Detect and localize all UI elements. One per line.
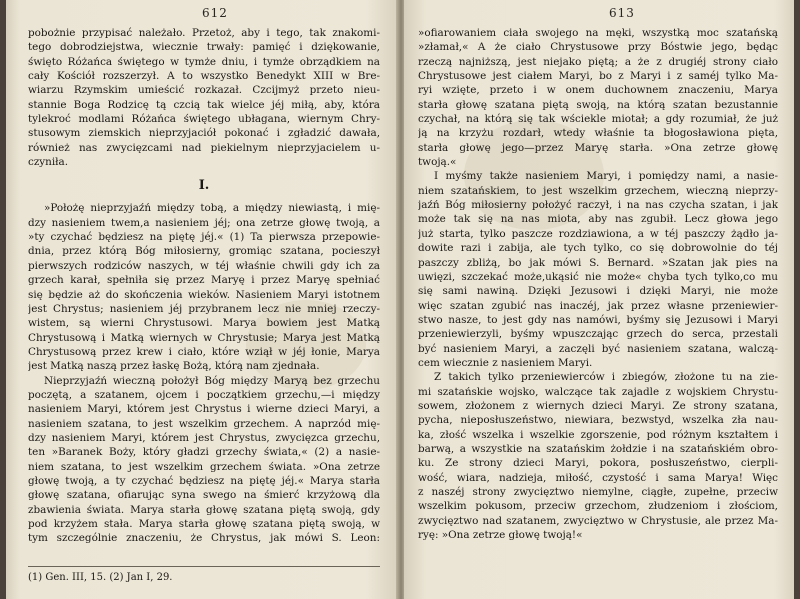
text-line: cem wiecznie z nasieniem Maryi.	[418, 356, 593, 369]
footnote-rule	[28, 566, 380, 567]
text-line: dzy nasieniem twem,a nasieniem jéj; ona zetrze głowę twoją, a	[28, 216, 380, 229]
text-line: więc szatan zgubić nas inaczéj, jak przez własne przeniewier-	[418, 299, 778, 312]
text-line: również nas zwycięzcami nad piekielnym nieprzyjacielem u-	[28, 141, 380, 154]
text-line: niem szatana, to jest wszelkim grzechem świata. »Ona zetrze	[28, 460, 380, 473]
page-number: 613	[609, 6, 635, 20]
text-line: zwycięztwo nad szatanem, zwycięztwo w Chrystusie, ale przez Ma-	[418, 514, 778, 527]
left-page	[6, 0, 398, 599]
text-line: grzech karał, spełniła się przez Maryę i przez Maryę spełniać	[28, 274, 380, 287]
text-line: wszelkim pokusom, przeciw grzechom, złudzeniom i złościom,	[418, 500, 778, 513]
text-line: nasieniem szatana, to jest wszelkim grzechem. A naprzód mię-	[28, 417, 380, 430]
text-line: wość, wiara, nadzieja, miłość, czystość i sama Marya! Więc	[418, 471, 778, 484]
text-line: rzeczą najniższą, jest niejako piętą; a że z drugiéj strony ciało	[418, 55, 778, 68]
text-line: »złamał,« A że ciało Chrystusowe przy Bóstwie jego, będąc	[418, 41, 778, 54]
text-line: pierwszych rodziców naszych, w téj właśnie chwili gdy ich za	[28, 259, 380, 272]
text-line: twoją.«	[418, 156, 457, 169]
text-line: wistem, są wierni Chrystusowi. Marya bowiem jest Matką	[28, 317, 380, 330]
text-line: się sami nawiną. Dzięki Jezusowi i dzięki Maryi, nie może	[418, 285, 778, 298]
text-line: ją na krzyżu rozdarł, wtedy właśnie ta błogosławiona pięta,	[418, 127, 778, 140]
text-line: »ty czychać będziesz na piętę jéj.« (1) Ta pierwsza przepowie-	[28, 231, 380, 244]
text-line: czychał, na którą się tak wściekle miotał; a gdy rozumiał, że już	[418, 113, 778, 126]
text-line: barwą, a wszystkie na szatańskim żołdzie i na szatańskiém obro-	[418, 442, 778, 455]
text-line: święto Różańca świętego w tymże dniu, i tymże obrządkiem na	[28, 55, 380, 68]
text-line: stwo nasze, to jest gdy nas namówi, byśmy się Jezusowi i Maryi	[418, 313, 778, 326]
text-line: ryę: »Ona zetrze głowę twoją!«	[418, 529, 583, 542]
text-line: dnia, przez którą Bóg miłosierny, gromiąc szatana, pocieszył	[28, 245, 380, 258]
page-number: 612	[202, 6, 228, 20]
text-line: być nasieniem Maryi, a zaczęli być nasieniem szatana, walczą-	[418, 342, 778, 355]
text-line: wiarzu Rzymskim umieścić rozkazał. Czcijmyż przeto nieu-	[28, 84, 380, 97]
text-line: czyniła.	[28, 156, 69, 169]
text-line: Nieprzyjaźń wieczną położył Bóg między Maryą bez grzechu	[44, 374, 380, 387]
text-line: I myśmy także nasieniem Maryi, i pomiędzy nami, a nasie-	[434, 170, 778, 183]
text-line: ryi wzięte, przeto i w onem duchownem znaczeniu, Marya	[418, 84, 778, 97]
text-line: starła głowę jego—przez Maryę starła. »Ona zetrze głowę	[418, 141, 778, 154]
text-line: ka, złość wszelka i wszelkie zgorszenie, pod różnym kształtem i	[418, 428, 778, 441]
text-line: »ofiarowaniem ciała swojego na męki, wszystką moc szatańską	[418, 27, 778, 39]
text-line: przeniewierzyli, byśmy wpuszczając grzech do serca, przestali	[418, 328, 778, 341]
text-line: poczętą, a szatanem, ojcem i początkiem grzechu,—i między	[28, 388, 380, 401]
book-edge-right	[794, 0, 800, 599]
right-page	[404, 0, 794, 599]
text-line: tylekroć modlami Różańca świętego ubłagana, wiernym Chry-	[28, 113, 380, 126]
text-line: stannie Boga Rodzicę tą czcią tak wielce jéj miłą, aby, która	[28, 98, 380, 111]
text-line: mi szatańskie wojsko, walczące tak zajadle z wojskiem Chrystu-	[418, 385, 778, 398]
text-line: tym szczególnie znaczeniu, że Chrystus, jak mówi S. Leon:	[28, 532, 380, 545]
text-line: Chrystusową i Matką wiernych w Chrystusie; Marya jest Matką	[28, 331, 380, 344]
right-page-text	[418, 26, 778, 542]
text-line: nasieniem Maryi, którem jest Chrystus i wierne dzieci Maryi, a	[28, 403, 380, 416]
text-line: jest Chrystus; nasieniem jéj przybranem lecz nie mniej rzeczy-	[28, 302, 380, 315]
text-line: dzy nasieniem Maryi, którem jest Chrystus, zwycięzca grzechu,	[28, 431, 380, 444]
text-line: uwięzi, szczekać może,ukąsić nie może« chyba tych tylko,co mu	[418, 270, 778, 283]
text-line: Chrystusową przez krew i ciało, które wziął w jéj łonie, Marya	[28, 345, 380, 358]
text-line: stusowym ziemskich nieprzyjaciół pokonać i zgładzić dawała,	[28, 127, 380, 140]
left-page-text	[28, 26, 380, 546]
text-line: jaźń Bóg miłosierny położyć raczył, i na nas czycha szatan, i jak	[418, 199, 778, 212]
text-line: »Położę nieprzyjaźń między tobą, a między niewiastą, i mię-	[44, 202, 380, 215]
text-line: jest Matką naszą przez łaskę Bożą, którą nam zjednała.	[28, 360, 320, 373]
text-line: sowem, złożonem z wiernych dzieci Maryi. Ze strony szatana,	[418, 399, 778, 412]
text-line: głowę twoją, a ty czychać będziesz na piętę jéj.« Marya starła	[28, 474, 380, 487]
text-line: Z takich tylko przeniewierców i zbiegów, złożone tu na zie-	[434, 371, 778, 384]
text-line: Chrystusowe jest ciałem Maryi, bo z Maryi i z saméj tylko Ma-	[418, 70, 778, 83]
text-line: tego dobrodziejstwa, wiecznie trwały: pamięć i dziękowanie,	[28, 41, 380, 54]
text-line: niem szatańskiem, to jest wszelkim grzechem, wieczną nieprzy-	[418, 184, 778, 197]
text-line: już starta, tylko paszcze rozdziawiona, a w téj paszczy żądło ja-	[418, 227, 778, 240]
text-line: ten »Baranek Boży, który gładzi grzechy świata,« (2) a nasie-	[28, 446, 380, 459]
text-line: cały Kościół rozszerzył. A to wszystko Benedykt XIII w Bre-	[28, 70, 380, 83]
footnote: (1) Gen. III, 15. (2) Jan I, 29.	[28, 572, 173, 583]
text-line: pycha, nieposłuszeństwo, niewiara, bezwstyd, wszelka zła nau-	[418, 414, 778, 427]
text-line: paszczy zbliżą, bo jak mówi S. Bernard. »Szatan jak pies na	[418, 256, 778, 269]
text-line: może tak się na nas miota, aby nas zgubił. Lecz głowa jego	[418, 213, 778, 226]
text-line: głowę szatana, ofiarując syna swego na śmierć krzyżową dla	[28, 489, 380, 502]
text-line: z naszéj strony zwycięztwo niemylne, ciągłe, zupełne, przeciw	[418, 486, 778, 498]
text-line: ku. Ze strony dzieci Maryi, pokora, posłuszeństwo, cierpli-	[418, 457, 778, 470]
text-line: się będzie aż do skończenia wieków. Nasieniem Maryi istotnem	[28, 288, 380, 301]
text-line: starła głowę szatana piętą swoją, na którą szatan bezustannie	[418, 98, 778, 111]
text-line: pobożnie przypisać należało. Przetoż, aby i tego, tak znakomi-	[28, 27, 380, 39]
text-line: zbawienia świata. Marya starła głowę szatana piętą swoją, gdy	[28, 503, 380, 516]
text-line: pod krzyżem stała. Marya starła głowę szatana piętą swoją, w	[28, 518, 380, 530]
section-heading: I.	[198, 178, 210, 194]
text-line: dowite razi i zabija, ale tych tylko, co się dobrowolnie do téj	[418, 242, 778, 255]
